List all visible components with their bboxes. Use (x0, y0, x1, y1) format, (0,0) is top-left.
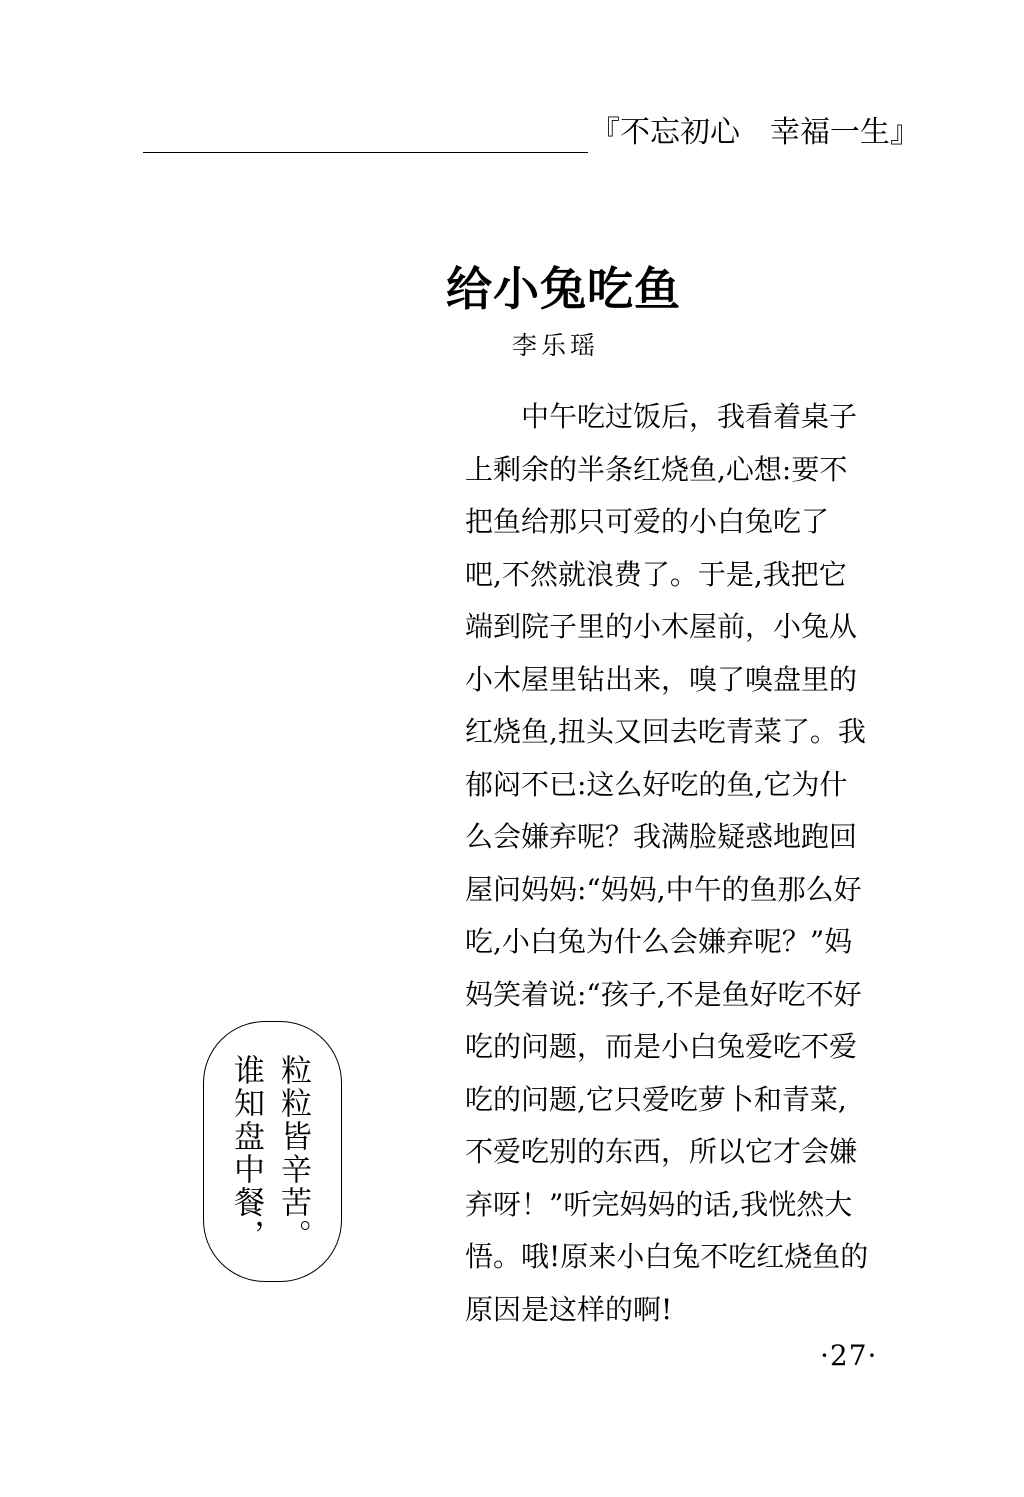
body-line: 吃,小白兔为什么会嫌弃呢？”妈 (465, 925, 853, 958)
body-line: 中午吃过饭后，我看着桌子 (465, 400, 858, 433)
body-line: 郁闷不已:这么好吃的鱼,它为什 (465, 767, 848, 801)
quote-sidebar (203, 1021, 342, 1282)
quote-line-1: 粒粒皆辛苦。 (275, 1054, 311, 1252)
page-number: ·27· (820, 1339, 878, 1372)
body-line: 不爱吃别的东西，所以它才会嫌 (465, 1135, 858, 1168)
body-line: 红烧鱼,扭头又回去吃青菜了。我 (465, 715, 866, 748)
body-line: 上剩余的半条红烧鱼,心想:要不 (465, 452, 848, 486)
body-line: 妈笑着说:“孩子,不是鱼好吃不好 (465, 977, 862, 1011)
body-line: 弃呀！”听完妈妈的话,我恍然大 (465, 1187, 853, 1221)
body-line: 端到院子里的小木屋前，小兔从 (465, 610, 858, 643)
body-line: 悟。哦!原来小白兔不吃红烧鱼的 (465, 1240, 869, 1273)
body-line: 吃的问题,它只爱吃萝卜和青菜, (465, 1082, 847, 1116)
header-rule (143, 152, 588, 153)
body-line: 小木屋里钻出来，嗅了嗅盘里的 (465, 662, 858, 696)
article-body (465, 391, 885, 1336)
body-line: 把鱼给那只可爱的小白兔吃了 (465, 505, 830, 538)
body-line: 吧,不然就浪费了。于是,我把它 (465, 557, 847, 591)
body-line: 原因是这样的啊! (465, 1292, 673, 1326)
article-author: 李乐瑶 (512, 331, 600, 360)
article-title: 给小兔吃鱼 (446, 262, 681, 316)
running-header-title: 『不忘初心 幸福一生』 (590, 115, 920, 150)
quote-line-2: 谁知盘中餐， (228, 1054, 264, 1252)
body-line: 吃的问题，而是小白兔爱吃不爱 (465, 1030, 858, 1063)
body-line: 么会嫌弃呢？我满脸疑惑地跑回 (465, 820, 858, 853)
body-line: 屋问妈妈:“妈妈,中午的鱼那么好 (465, 872, 862, 906)
